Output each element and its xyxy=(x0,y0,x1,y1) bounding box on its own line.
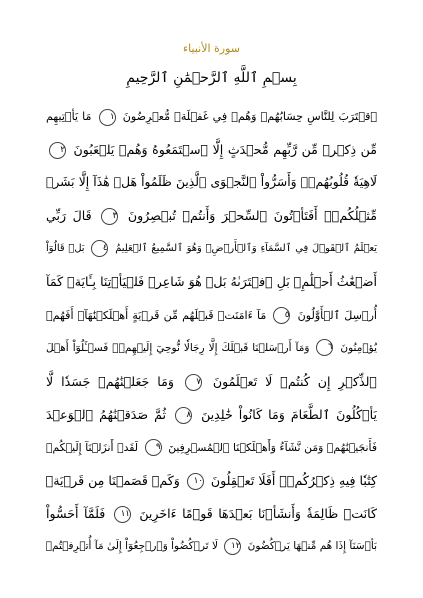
verse-line xyxy=(46,100,377,133)
verse-lines xyxy=(46,100,377,563)
verse-text: ٱلذِّكۡرِ إِن كُنتُمۡ لَا تَعۡلَمُونَ xyxy=(212,373,377,389)
verse-text: وَمَا جَعَلۡنَٰهُمۡ جَسَدٗا لَّا xyxy=(46,373,174,389)
verse-text: مَآ ءَامَنَتۡ قَبۡلَهُم مِّن قَرۡيَةٍ أَهۡلَكۡنَٰهَآۖ أَفَهُمۡ xyxy=(46,308,267,322)
verse-text: مَا يَأۡتِيهِم xyxy=(46,110,92,123)
verse-text: لَقَدۡ أَنزَلۡنَآ إِلَيۡكُمۡ xyxy=(46,440,139,454)
verse-text: ثُمَّ صَدَقۡنَٰهُمُ ٱلۡوَعۡدَ xyxy=(46,406,166,422)
verse-text: بَأۡسَنَآ إِذَا هُم مِّنۡهَا يَرۡكُضُونَ xyxy=(247,540,377,553)
ayah-number-marker: ٧ xyxy=(185,374,202,391)
verse-line xyxy=(46,299,377,332)
verse-line xyxy=(46,530,377,563)
verse-text: لَاهِيَةٗ قُلُوبُهُمۡۗ وَأَسَرُّواْ ٱلنَّجۡوَى ٱلَّذِينَ ظَلَمُواْ هَلۡ هَٰذَآ إِلَّا بَشَرٞ xyxy=(46,175,377,190)
verse-line xyxy=(46,166,377,199)
ayah-number-marker: ٩ xyxy=(145,439,162,456)
ayah-number-marker: ٦ xyxy=(316,339,333,356)
verse-text: بَلۡ قَالُوٓاْ xyxy=(46,243,85,255)
verse-text: يَأۡكُلُونَ ٱلطَّعَامَ وَمَا كَانُواْ خَٰلِدِينَ xyxy=(201,406,377,422)
verse-line xyxy=(46,133,377,166)
verse-text: وَكَمۡ قَصَمۡنَا مِن قَرۡيَةٖ xyxy=(46,473,180,489)
verse-text: فَأَنجَيۡنَٰهُمۡ وَمَن نَّشَآءُ وَأَهۡلَكۡنَا ٱلۡمُسۡرِفِينَ xyxy=(168,440,377,454)
ayah-number-marker: ١٢ xyxy=(224,538,241,555)
ayah-number-marker: ٥ xyxy=(273,307,290,324)
ayah-number-marker: ١١ xyxy=(114,506,131,523)
verse-line xyxy=(46,199,377,232)
ayah-number-marker: ٣ xyxy=(101,208,118,225)
verse-line xyxy=(46,365,377,398)
verse-text: فَلَمَّآ أَحَسُّواْ xyxy=(46,506,106,522)
ayah-number-marker: ٢ xyxy=(49,142,66,159)
verse-text: وَمَآ أَرۡسَلۡنَا قَبۡلَكَ إِلَّا رِجَالٗا نُّوحِيٓ إِلَيۡهِمۡۖ فَسۡـَٔلُوٓاْ أَهۡلَ xyxy=(46,341,310,354)
verse-text: يُؤۡمِنُونَ xyxy=(340,341,377,354)
verse-line xyxy=(46,332,377,365)
verse-text: أُرۡسِلَ ٱلۡأَوَّلُونَ xyxy=(297,308,377,322)
verse-text: ٱقۡتَرَبَ لِلنَّاسِ حِسَابُهُمۡ وَهُمۡ فِي غَفۡلَةٖ مُّعۡرِضُونَ xyxy=(122,110,377,123)
verse-text: قَالَ رَبِّي xyxy=(46,208,92,224)
verse-text: كِتَٰبٗا فِيهِ ذِكۡرُكُمۡۚ أَفَلَا تَعۡقِلُونَ xyxy=(210,473,377,489)
verse-text: يَعۡلَمُ ٱلۡقَوۡلَ فِي ٱلسَّمَآءِ وَٱلۡأَرۡضِۖ وَهُوَ ٱلسَّمِيعُ ٱلۡعَلِيمُ xyxy=(115,243,377,255)
verse-text: كَانَتۡ ظَالِمَةٗ وَأَنشَأۡنَا بَعۡدَهَا قَوۡمًا ءَاخَرِينَ xyxy=(139,506,377,522)
verse-text: أَضۡغَٰثُ أَحۡلَٰمِۭ بَلِ ٱفۡتَرَىٰهُ بَلۡ هُوَ شَاعِرٞ فَلۡيَأۡتِنَا بِـَٔايَةٖ كَمَآ xyxy=(46,274,377,290)
ayah-number-marker: ١٠ xyxy=(187,473,204,490)
verse-line xyxy=(46,398,377,431)
surah-title: سورة الأنبياء xyxy=(182,42,241,55)
ayah-number-marker: ٤ xyxy=(91,240,108,257)
ayah-number-marker: ٨ xyxy=(175,407,192,424)
basmala: بِسۡمِ ٱللَّهِ ٱلرَّحۡمَٰنِ ٱلرَّحِيمِ xyxy=(126,70,297,86)
verse-line xyxy=(46,431,377,464)
verse-line xyxy=(46,232,377,265)
verse-line xyxy=(46,497,377,530)
verse-text: لَا تَرۡكُضُواْ وَٱرۡجِعُوٓاْ إِلَىٰ مَآ أُتۡرِفۡتُمۡ xyxy=(46,540,218,553)
verse-line xyxy=(46,464,377,497)
ayah-number-marker: ١ xyxy=(99,109,116,126)
verse-text: مِّثۡلُكُمۡۖ أَفَتَأۡتُونَ ٱلسِّحۡرَ وَأَنتُمۡ تُبۡصِرُونَ xyxy=(127,208,377,224)
verse-line xyxy=(46,265,377,298)
verse-text: مِّن ذِكۡرٖ مِّن رَّبِّهِم مُّحۡدَثٍ إِلَّا ٱسۡتَمَعُوهُ وَهُمۡ يَلۡعَبُونَ xyxy=(73,142,377,158)
